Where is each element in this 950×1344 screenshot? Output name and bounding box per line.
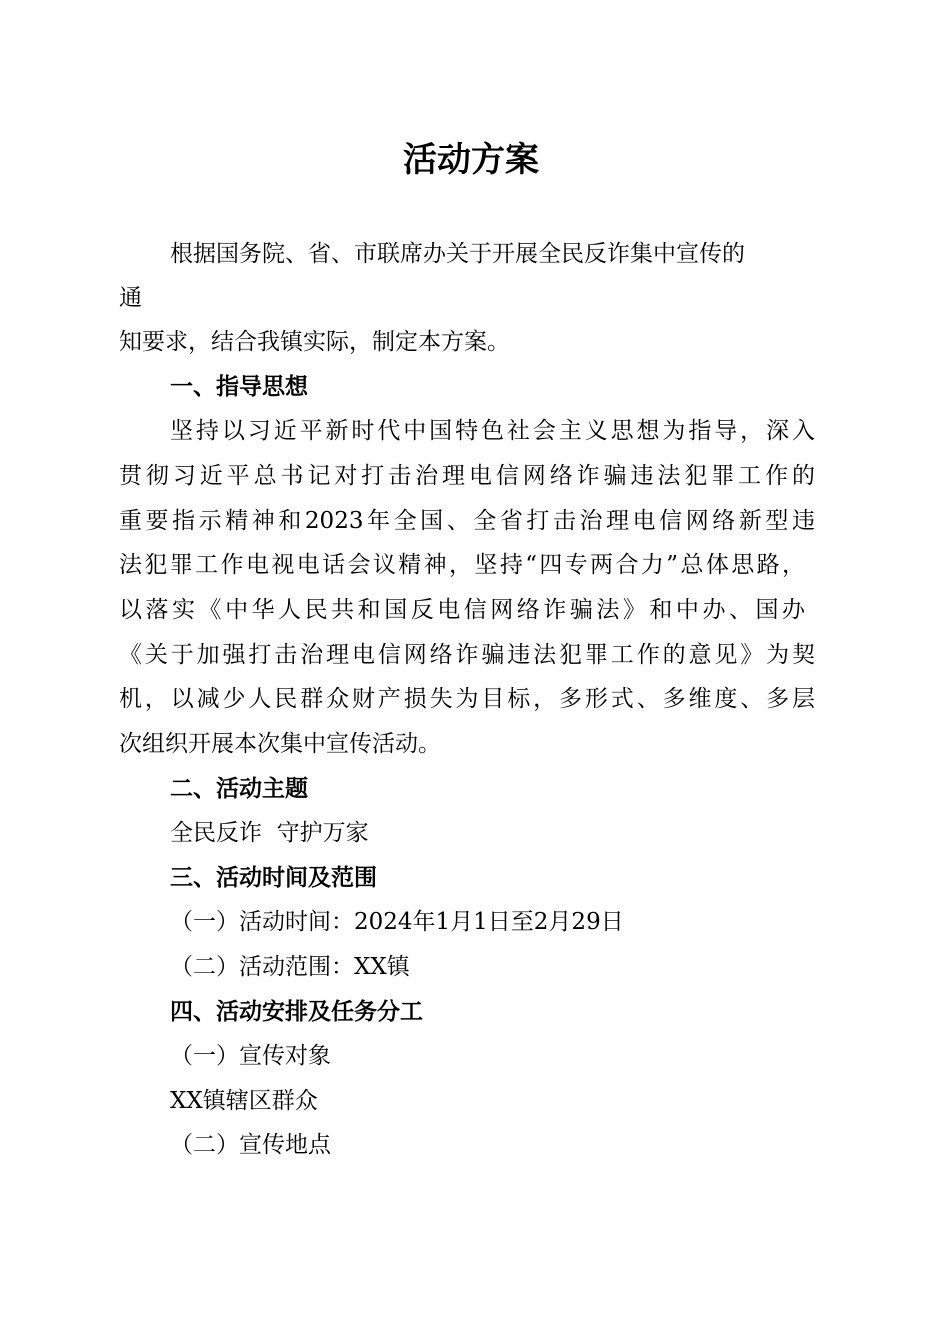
subsection-heading-location: （二）宣传地点 [170,1132,331,1158]
paragraph-line: 次组织开展本次集中宣传活动。 [119,731,441,757]
document-title: 活动方案 [403,140,539,180]
paragraph-line: 《关于加强打击治理电信网络诈骗违法犯罪工作的意见》为契 [119,642,815,668]
activity-theme: 全民反诈 守护万家 [170,820,369,846]
target-audience: XX镇辖区群众 [170,1088,318,1114]
paragraph-line: 法犯罪工作电视电话会议精神，坚持“四专两合力”总体思路， [119,552,805,578]
intro-line-3: 知要求，结合我镇实际，制定本方案。 [119,329,510,355]
section-heading-3: 三、活动时间及范围 [170,865,377,891]
intro-line-1: 根据国务院、省、市联席办关于开展全民反诈集中宣传的 [170,241,745,267]
activity-scope: （二）活动范围：XX镇 [170,954,410,980]
paragraph-line: 以落实《中华人民共和国反电信网络诈骗法》和中办、国办 [119,597,805,623]
section-heading-4: 四、活动安排及任务分工 [170,999,423,1025]
section-heading-1: 一、指导思想 [170,374,308,400]
activity-time: （一）活动时间：2024年1月1日至2月29日 [170,909,624,935]
intro-line-2: 通 [119,285,142,311]
section-heading-2: 二、活动主题 [170,776,308,802]
paragraph-line: 贯彻习近平总书记对打击治理电信网络诈骗违法犯罪工作的 [119,463,815,489]
paragraph-line: 重要指示精神和2023年全国、全省打击治理电信网络新型违 [119,508,815,534]
subsection-heading-target: （一）宣传对象 [170,1043,331,1069]
paragraph-line: 机，以减少人民群众财产损失为目标，多形式、多维度、多层 [119,686,815,712]
paragraph-line: 坚持以习近平新时代中国特色社会主义思想为指导，深入 [170,418,815,444]
